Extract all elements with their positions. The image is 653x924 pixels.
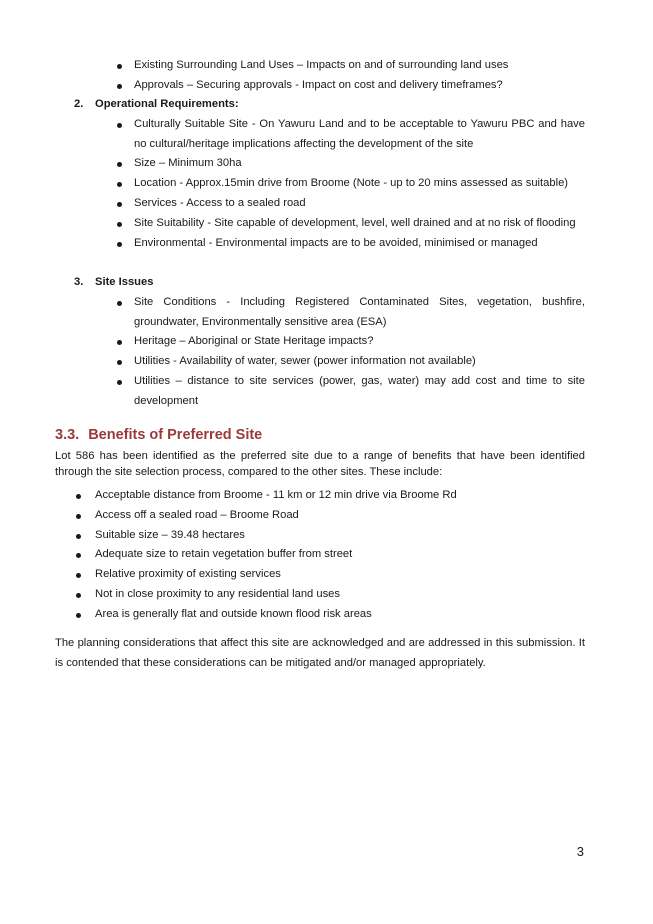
- list-item: [0, 605, 585, 625]
- list-item-text: Acceptable distance from Broome - 11 km or 12 min drive via Broome Rd: [95, 489, 457, 501]
- list-item: [0, 526, 585, 546]
- intro-paragraph: Lot 586 has been identified as the preferred site due to a range of benefits that have been identified through the site selection process, compared to the other sites. These include:: [55, 450, 585, 478]
- bullet-icon: [76, 534, 81, 539]
- list-item: [0, 76, 585, 96]
- list-item-text: Access off a sealed road – Broome Road: [95, 508, 299, 521]
- list-item: [0, 545, 585, 565]
- list-item-text: Services - Access to a sealed road: [134, 196, 306, 209]
- bullet-icon: [117, 340, 122, 345]
- list-item: [0, 506, 585, 526]
- list-item-text: Culturally Suitable Site - On Yawuru Land and to be acceptable to Yawuru PBC and have no cultural/heritage implications affecting the development of the site: [134, 117, 585, 150]
- list-item: [0, 154, 585, 174]
- bullet-icon: [76, 514, 81, 519]
- list-item-text: Heritage – Aboriginal or State Heritage impacts?: [134, 335, 374, 348]
- list-item-text: Site Suitability - Site capable of development, level, well drained and at no risk of flooding: [134, 216, 576, 229]
- list-item-text: Utilities – distance to site services (power, gas, water) may add cost and time to site development: [134, 374, 585, 407]
- list-item: [0, 352, 585, 372]
- list-item: [0, 332, 585, 352]
- list-item: [0, 56, 585, 76]
- bullet-icon: [76, 573, 81, 578]
- operational-requirements-section: [0, 95, 653, 253]
- bullet-icon: [117, 162, 122, 167]
- list-item: [0, 174, 585, 194]
- list-item-text: Adequate size to retain vegetation buffer from street: [95, 548, 353, 561]
- continued-criteria-list: [0, 56, 653, 96]
- list-item-text: Size – Minimum 30ha: [134, 157, 242, 170]
- heading-title: Operational Requirements:: [95, 98, 239, 110]
- list-item: [0, 293, 585, 333]
- list-item: [0, 234, 585, 254]
- list-item: [0, 372, 585, 412]
- bullet-icon: [117, 360, 122, 365]
- numbered-heading: [0, 95, 653, 115]
- conclusion-paragraph: The planning considerations that affect this site are acknowledged and are addressed in this submission. It is contended that these considerations can be mitigated and/or managed appropriately.: [55, 637, 585, 669]
- bullet-icon: [76, 593, 81, 598]
- list-item: [0, 565, 585, 585]
- list-item-text: Suitable size – 39.48 hectares: [95, 528, 245, 541]
- heading-number: 3.: [74, 276, 84, 288]
- bullet-icon: [117, 84, 122, 89]
- list-item: [0, 585, 585, 605]
- bullet-icon: [76, 494, 81, 499]
- bullet-icon: [117, 123, 122, 128]
- list-item: [0, 194, 585, 214]
- bullet-icon: [117, 222, 122, 227]
- list-item: [0, 214, 585, 234]
- list-item-text: Site Conditions - Including Registered Contaminated Sites, vegetation, bushfire, groundwater, Environmentally sensitive area (ESA): [134, 295, 585, 328]
- section-number: 3.3.: [55, 427, 80, 443]
- heading-title: Site Issues: [95, 276, 154, 288]
- bullet-icon: [117, 301, 122, 306]
- list-item-text: Utilities - Availability of water, sewer (power information not available): [134, 355, 476, 368]
- bullet-icon: [117, 242, 122, 247]
- bullet-icon: [117, 182, 122, 187]
- list-item-text: Existing Surrounding Land Uses – Impacts on and of surrounding land uses: [134, 59, 509, 71]
- list-item-text: Relative proximity of existing services: [95, 568, 281, 581]
- bullet-icon: [76, 613, 81, 618]
- list-item-text: Location - Approx.15min drive from Broome (Note - up to 20 mins assessed as suitable): [134, 177, 569, 190]
- list-item-text: Area is generally flat and outside known flood risk areas: [95, 607, 372, 620]
- bullet-icon: [117, 64, 122, 69]
- list-item-text: Not in close proximity to any residential land uses: [95, 587, 340, 600]
- page-number: 3: [576, 844, 584, 859]
- bullet-icon: [117, 202, 122, 207]
- benefits-list: [0, 486, 653, 625]
- heading-number: 2.: [74, 98, 84, 110]
- section-title: Benefits of Preferred Site: [88, 427, 263, 443]
- list-item-text: Approvals – Securing approvals - Impact on cost and delivery timeframes?: [134, 78, 503, 91]
- list-item: [0, 486, 585, 506]
- numbered-heading: [0, 273, 653, 293]
- list-item: [0, 115, 585, 155]
- section-heading: [55, 424, 262, 446]
- bullet-icon: [117, 380, 122, 385]
- bullet-icon: [76, 553, 81, 558]
- list-item-text: Environmental - Environmental impacts are to be avoided, minimised or managed: [134, 236, 538, 249]
- site-issues-section: [0, 273, 653, 412]
